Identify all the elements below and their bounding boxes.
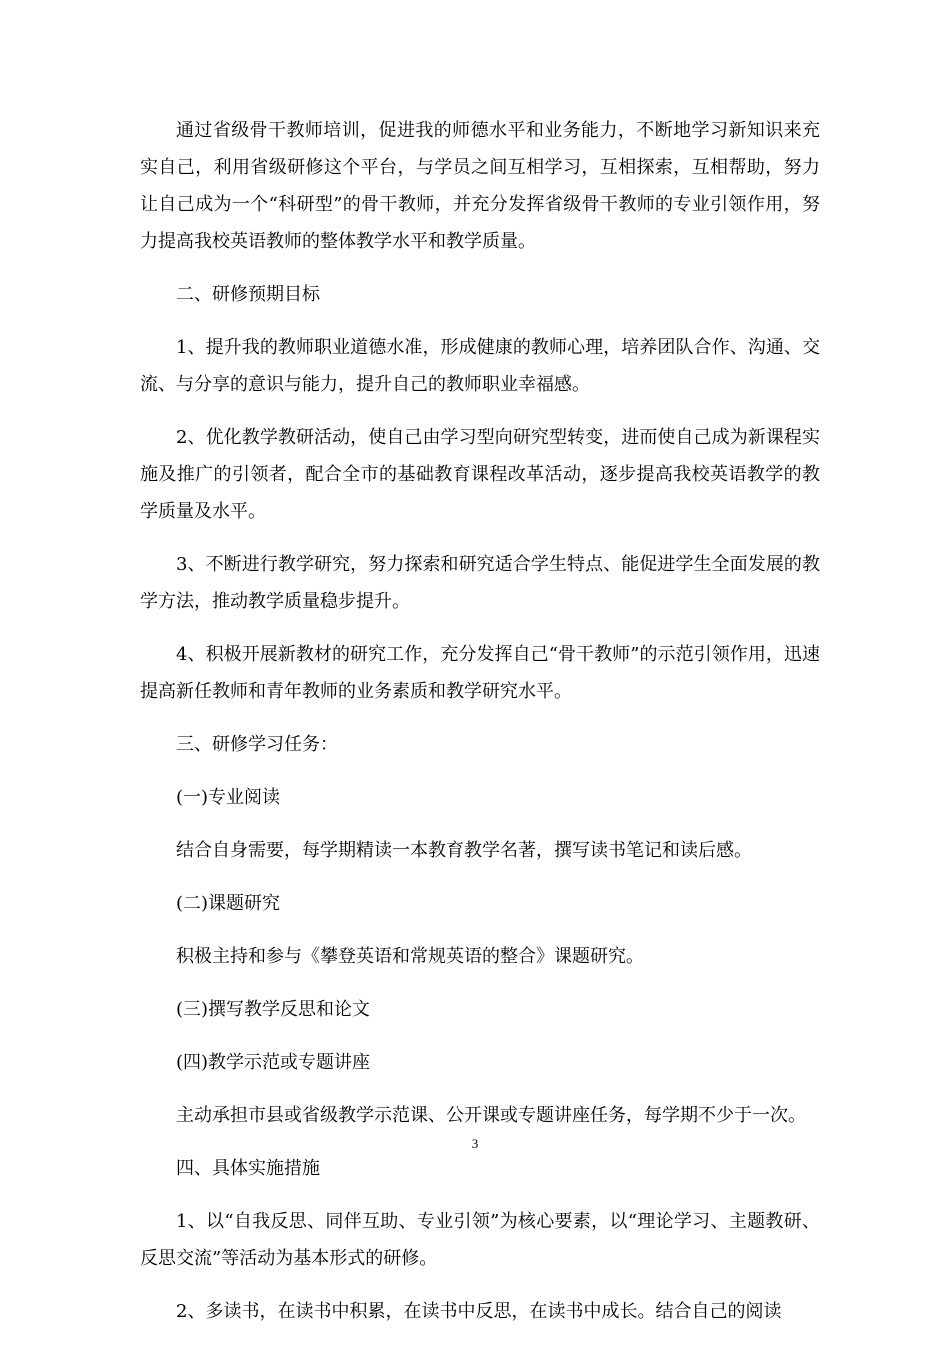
page-number: 3 <box>471 1136 479 1151</box>
paragraph-demonstration: 主动承担市县或省级教学示范课、公开课或专题讲座任务，每学期不少于一次。 <box>176 1105 806 1126</box>
paragraph-goal-2: 2、优化教学教研活动，使自己由学习型向研究型转变，进而使自己成为新课程实施及推广的引领者，配合全市的基础教育课程改革活动，逐步提高我校英语教学的教学质量及水平。 <box>140 427 820 522</box>
subheading-reflection: (三)撰写教学反思和论文 <box>176 999 371 1020</box>
heading-tasks: 三、研修学习任务： <box>176 734 338 755</box>
paragraph-reading: 结合自身需要，每学期精读一本教育教学名著，撰写读书笔记和读后感。 <box>176 840 752 861</box>
paragraph-goal-4: 4、积极开展新教材的研究工作，充分发挥自己“骨干教师”的示范引领作用，迅速提高新任教师和青年教师的业务素质和教学研究水平。 <box>140 644 820 702</box>
heading-goals: 二、研修预期目标 <box>176 284 320 305</box>
paragraph-measure-2: 2、多读书，在读书中积累，在读书中反思，在读书中成长。结合自己的阅读 <box>176 1301 782 1322</box>
subheading-reading: (一)专业阅读 <box>176 787 281 808</box>
paragraph-intro: 通过省级骨干教师培训，促进我的师德水平和业务能力，不断地学习新知识来充实自己，利用省级研修这个平台，与学员之间互相学习，互相探索，互相帮助，努力让自己成为一个“科研型”的骨干教师，并充分发挥省级骨干教师的专业引领作用，努力提高我校英语教师的整体教学水平和教学质量。 <box>140 120 820 252</box>
subheading-research: (二)课题研究 <box>176 893 281 914</box>
paragraph-measure-1: 1、以“自我反思、同伴互助、专业引领”为核心要素，以“理论学习、主题教研、反思交流”等活动为基本形式的研修。 <box>140 1211 820 1269</box>
paragraph-goal-1: 1、提升我的教师职业道德水准，形成健康的教师心理，培养团队合作、沟通、交流、与分享的意识与能力，提升自己的教师职业幸福感。 <box>140 337 820 395</box>
paragraph-research: 积极主持和参与《攀登英语和常规英语的整合》课题研究。 <box>176 946 644 967</box>
paragraph-goal-3: 3、不断进行教学研究，努力探索和研究适合学生特点、能促进学生全面发展的教学方法，推动教学质量稳步提升。 <box>140 554 820 612</box>
subheading-demonstration: (四)教学示范或专题讲座 <box>176 1052 371 1073</box>
body-text <box>140 112 820 1346</box>
heading-measures: 四、具体实施措施 <box>176 1158 320 1179</box>
